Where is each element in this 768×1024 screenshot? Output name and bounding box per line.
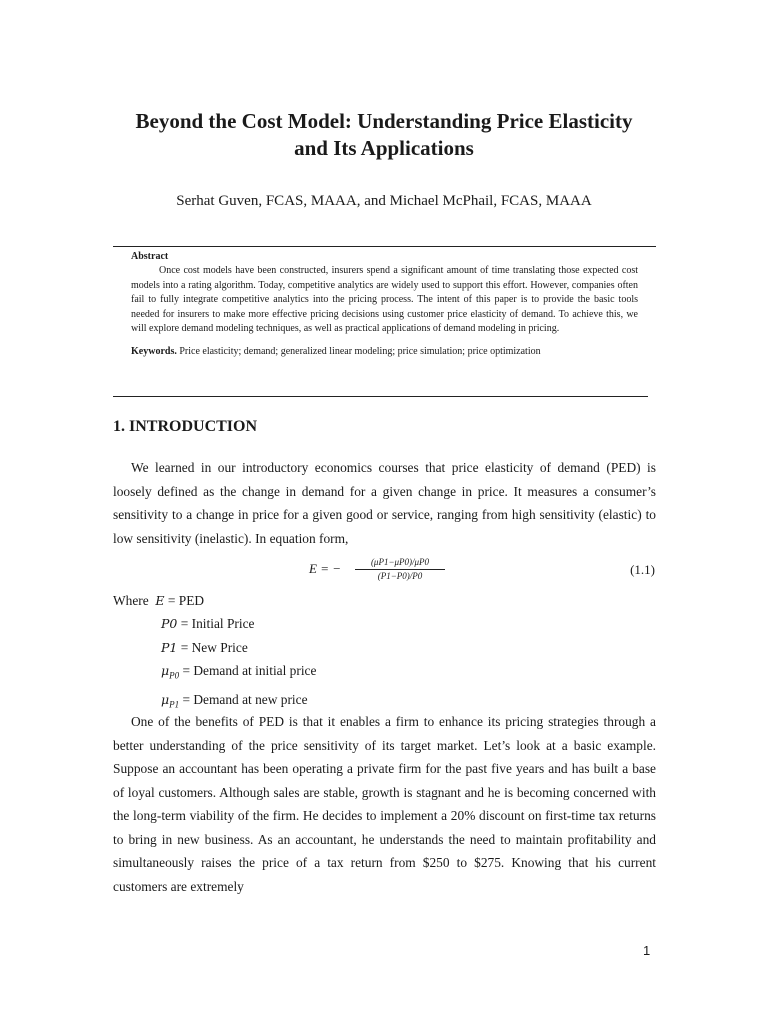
abstract-block <box>131 250 638 360</box>
abstract-heading: Abstract <box>131 251 169 262</box>
title-line-2: and Its Applications <box>294 136 474 160</box>
definition-symbol: μ <box>161 692 170 708</box>
definition-text: = New Price <box>177 639 248 655</box>
paper-title <box>100 108 668 162</box>
definition-symbol: μ <box>161 663 170 679</box>
definitions-list <box>113 589 316 717</box>
equation-denominator: (P1−P0)/P0 <box>377 571 423 581</box>
section-heading: 1. INTRODUCTION <box>113 418 258 435</box>
definition-row <box>113 636 316 659</box>
where-label: Where <box>113 593 149 608</box>
equation-fraction <box>355 556 445 583</box>
definition-row <box>113 659 316 688</box>
keywords <box>131 345 638 359</box>
author-list: Serhat Guven, FCAS, MAAA, and Michael McPhail, FCAS, MAAA <box>176 193 592 209</box>
equation-1-1 <box>305 556 665 586</box>
abstract-bottom-rule <box>113 396 648 397</box>
keywords-list: Price elasticity; demand; generalized linear modeling; price simulation; price optimization <box>176 346 541 358</box>
definition-text: = Demand at initial price <box>179 663 317 679</box>
definition-text: = PED <box>164 593 205 608</box>
definition-subscript: P1 <box>169 699 180 710</box>
definition-row <box>113 612 316 635</box>
title-line-1: Beyond the Cost Model: Understanding Price Elasticity <box>135 109 633 133</box>
definition-text: = Demand at new price <box>179 692 308 708</box>
definition-symbol: E <box>155 593 165 608</box>
equation-numerator: (μP1−μP0)/μP0 <box>355 556 445 570</box>
definition-text: = Initial Price <box>177 616 255 632</box>
abstract-body: Once cost models have been constructed, insurers spend a significant amount of time translating those expected cost models into a rating algorithm. Today, competitive analytics are widely used to support this effort. However, companies often fail to fully integrate competitive analytics into the pricing process. The intent of this paper is to provide the basic tools needed for insurers to make more effective pricing decisions using customer price elasticity of demand. To achieve this, we will explore demand modeling techniques, as well as practical applications of demand modeling in pricing. <box>131 265 638 335</box>
abstract-top-rule <box>113 246 656 247</box>
definition-symbol: P0 <box>161 616 178 632</box>
definition-row <box>113 589 316 612</box>
equation-lhs: E = − <box>309 561 341 576</box>
definition-subscript: P0 <box>169 670 180 681</box>
intro-paragraph-1: We learned in our introductory economics courses that price elasticity of demand (PED) is loosely defined as the change in demand for a given change in price. It measures a consumer’s sensitivity to a change in price for a given good or service, ranging from high sensitivity (elastic) to low sensitivity (inelastic). In equation form, <box>113 460 656 546</box>
definition-symbol: P1 <box>161 639 178 655</box>
intro-paragraph-2: One of the benefits of PED is that it enables a firm to enhance its pricing strategies through a better understanding of the price sensitivity of its target market. Let’s look at a basic example. Suppose an accountant has been operating a private firm for the past five years and has built a base of loyal customers. Although sales are stable, growth is stagnant and he is becoming concerned with the long-term viability of the firm. He decides to implement a 20% discount on first-time tax returns to bring in new business. As an accountant, he understands the need to maintain profitability and simultaneously raises the price of a tax return from $250 to $275. Knowing that his current customers are extremely <box>113 714 656 894</box>
page-number: 1 <box>643 943 651 958</box>
keywords-label: Keywords. <box>131 346 177 358</box>
equation-number: (1.1) <box>630 562 655 577</box>
